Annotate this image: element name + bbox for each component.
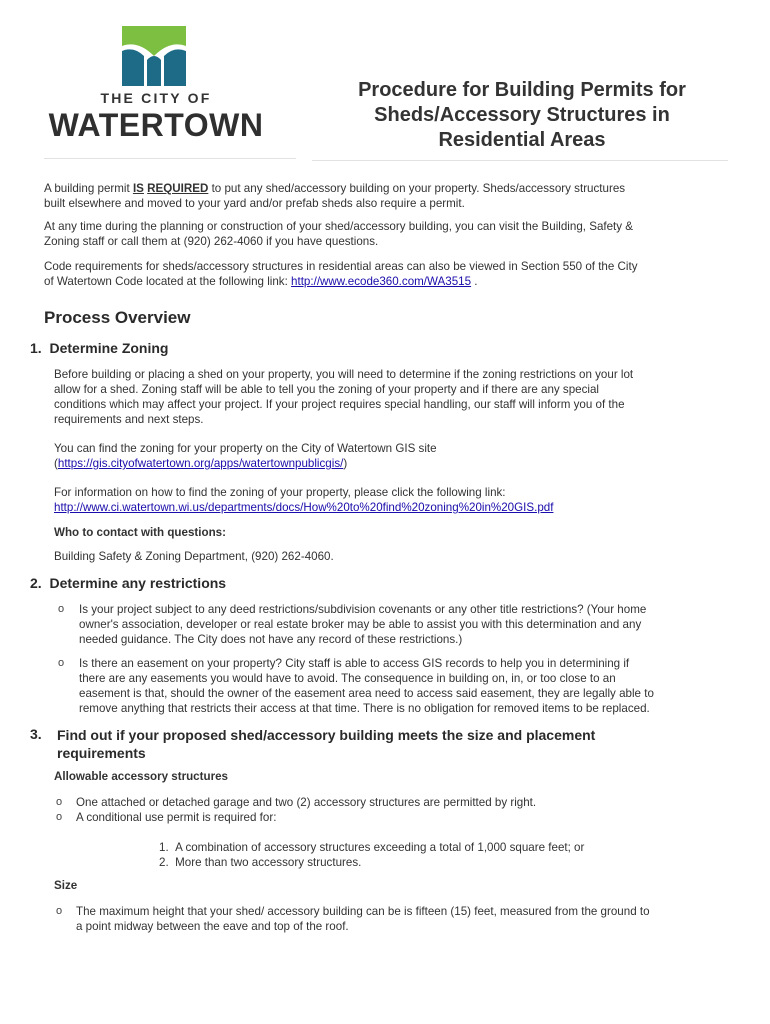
step-2-heading — [30, 575, 226, 591]
easement-item: Is there an easement on your property? City staff is able to access GIS records to help you in determining if there are any easements you would have to avoid. The consequence in building on, in, or too close to an easement is that, should the owner of the easement area need to access said easement, they are legally able to remove anything that restricts their access at that time. There is no obligation for removed items to be replaced. — [79, 657, 654, 715]
step-number: 2. — [30, 575, 42, 591]
step-3-number: 3. — [30, 726, 42, 742]
page-title — [322, 78, 722, 153]
zoning-paragraph: Before building or placing a shed on your property, you will need to determine if the zoning restrictions on your lot allow for a shed. Zoning staff will be able to tell you the zoning of your property and if there are any special conditions which may affect your project. If your project requires special handling, our staff will inform you of the requirements and next steps. — [54, 368, 634, 426]
conditional-use-item: A conditional use permit is required for: — [76, 811, 277, 824]
intro-paragraph-3: Code requirements for sheds/accessory structures in residential areas can also be viewed in Section 550 of the City of Watertown Code located at the following link: http://www.ecode360.com/WA3515 . — [44, 260, 638, 288]
title-line: Sheds/Accessory Structures in — [374, 104, 670, 126]
bullet-icon: o — [56, 811, 63, 823]
step-number: 1. — [30, 340, 42, 356]
gis-paragraph: You can find the zoning for your property on the City of Watertown GIS site (https://gis.cityofwatertown.org/apps/watertownpublicgis/) — [54, 442, 437, 470]
title-line: Residential Areas — [438, 129, 606, 151]
howto-paragraph: For information on how to find the zoning of your property, please click the following link: http://www.ci.watertown.wi.us/departments/docs/How%20to%20find%20zoning%20in%20GIS.pdf — [54, 486, 554, 514]
bullet-icon: o — [58, 657, 65, 669]
allowable-item: One attached or detached garage and two (2) accessory structures are permitted by right. — [76, 796, 537, 809]
condition-item-1: 1. A combination of accessory structures exceeding a total of 1,000 square feet; or — [159, 841, 585, 854]
header-divider-left — [44, 158, 296, 159]
gis-site-link[interactable]: https://gis.cityofwatertown.org/apps/watertownpublicgis/ — [57, 457, 344, 470]
header-divider-right — [312, 160, 728, 161]
required-emphasis: REQUIRED — [147, 182, 209, 195]
bullet-icon: o — [56, 796, 63, 808]
is-emphasis: IS — [132, 182, 144, 195]
deed-restrictions-item: Is your project subject to any deed restrictions/subdivision covenants or any other title restrictions? (Your home owner's association, developer or real estate broker may be able to assist you with this determination and any needed guidance. The City does not have any record of these restrictions.) — [79, 603, 647, 646]
process-overview-heading: Process Overview — [44, 308, 191, 327]
intro-paragraph-1: A building permit IS REQUIRED to put any shed/accessory building on your property. Sheds/accessory structures built elsewhere and moved to your yard and/or prefab sheds also require a permit. — [44, 182, 626, 210]
bullet-icon: o — [58, 603, 65, 615]
intro-paragraph-2: At any time during the planning or construction of your shed/accessory building, you can visit the Building, Safety & Zoning staff or call them at (920) 262-4060 if you have questions. — [44, 220, 634, 248]
ecode360-link[interactable]: http://www.ecode360.com/WA3515 — [291, 275, 472, 288]
city-logo — [44, 26, 268, 144]
step-title: Determine Zoning — [49, 340, 169, 356]
logo-city-of-text: THE CITY OF — [100, 90, 212, 106]
step-1-heading — [30, 340, 168, 356]
contact-text: Building Safety & Zoning Department, (920) 262-4060. — [54, 550, 334, 563]
contact-heading: Who to contact with questions: — [54, 526, 226, 539]
allowable-structures-heading: Allowable accessory structures — [54, 770, 228, 783]
bullet-icon: o — [56, 905, 63, 917]
logo-watertown-text: WATERTOWN — [48, 107, 264, 143]
zoning-howto-link[interactable]: http://www.ci.watertown.wi.us/departments/docs/How%20to%20find%20zoning%20in%20GIS.pdf — [54, 501, 554, 514]
condition-item-2: 2. More than two accessory structures. — [159, 856, 362, 869]
title-line: Procedure for Building Permits for — [358, 79, 686, 101]
step-3-heading: Find out if your proposed shed/accessory building meets the size and placement requirements — [57, 727, 596, 761]
max-height-item: The maximum height that your shed/ accessory building can be is fifteen (15) feet, measured from the ground to a point midway between the eave and top of the roof. — [76, 905, 650, 933]
step-title: Determine any restrictions — [49, 575, 227, 591]
size-heading: Size — [54, 879, 78, 892]
city-logo-icon — [120, 26, 188, 86]
